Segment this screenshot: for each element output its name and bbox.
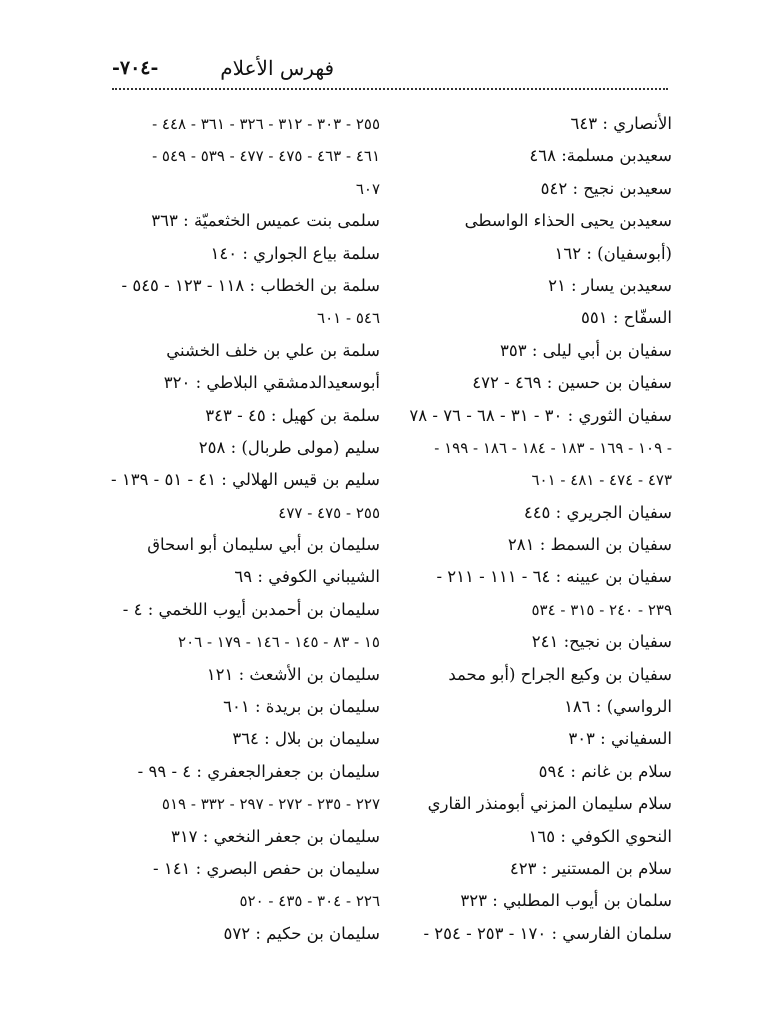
index-entry: سفيان بن نجيح: ٢٤١	[531, 632, 672, 652]
index-entry: سلمة بياع الجواري : ١٤٠	[210, 243, 380, 263]
index-continuation-line: ٢٣٩ - ٢٤٠ - ٣١٥ - ٥٣٤	[531, 600, 672, 619]
index-continuation-line: ١٥ - ٨٣ - ١٤٥ - ١٤٦ - ١٧٩ - ٢٠٦	[178, 633, 380, 652]
index-entry: سفيان بن حسين : ٤٦٩ - ٤٧٢	[472, 373, 672, 393]
index-entry: السفّاح : ٥٥١	[581, 308, 672, 328]
index-entry: سليمان بن بريدة : ٦٠١	[223, 697, 380, 717]
index-continuation-line: ٤٦١ - ٤٦٣ - ٤٧٥ - ٤٧٧ - ٥٣٩ - ٥٤٩ -	[152, 147, 380, 166]
index-entry: سليمان بن جعفر النخعي : ٣١٧	[170, 826, 380, 846]
index-entry: سفيان الجريري : ٤٤٥	[523, 502, 672, 522]
index-entry: سلمة بن الخطاب : ١١٨ - ١٢٣ - ٥٤٥ -	[121, 275, 380, 295]
index-continuation-line: - ١٠٩ - ١٦٩ - ١٨٣ - ١٨٤ - ١٨٦ - ١٩٩ -	[434, 438, 672, 457]
index-entry: الأنصاري : ٦٤٣	[570, 114, 672, 133]
index-entry: سفيان بن السمط : ٢٨١	[507, 535, 672, 555]
index-entry: سعيدبن مسلمة: ٤٦٨	[529, 146, 672, 166]
index-columns	[104, 108, 672, 950]
index-entry: أبوسعيدالدمشقي البلاطي : ٣٢٠	[163, 373, 380, 393]
left-column	[104, 108, 380, 950]
index-entry: سلمة بن علي بن خلف الخشني	[166, 340, 380, 360]
index-entry: سليم بن قيس الهلالي : ٤١ - ٥١ - ١٣٩ -	[111, 470, 380, 490]
header-divider	[112, 88, 668, 90]
index-entry: سعيدبن يحيى الحذاء الواسطى	[464, 211, 672, 231]
index-entry: (أبوسفيان) : ١٦٢	[554, 243, 672, 263]
index-entry: سليمان بن جعفرالجعفري : ٤ - ٩٩ -	[137, 761, 380, 781]
index-entry: سليمان بن الأشعث : ١٢١	[206, 664, 380, 684]
index-continuation-line: ٢٥٥ - ٣٠٣ - ٣١٢ - ٣٢٦ - ٣٦١ - ٤٤٨ -	[152, 115, 380, 133]
index-entry: الشيباني الكوفي : ٦٩	[234, 567, 380, 587]
index-entry: النحوي الكوفي : ١٦٥	[528, 826, 672, 846]
index-continuation-line: ٢٢٧ - ٢٣٥ - ٢٧٢ - ٢٩٧ - ٣٣٢ - ٥١٩	[161, 795, 380, 814]
page-header	[112, 52, 666, 84]
index-entry: سفيان بن أبي ليلى : ٣٥٣	[500, 340, 672, 360]
index-entry: سليم (مولى طربال) : ٢٥٨	[198, 437, 380, 457]
index-continuation-line: ٥٤٦ - ٦٠١	[317, 309, 380, 328]
index-entry: سلمى بنت عميس الخثعميّة : ٣٦٣	[151, 211, 380, 231]
right-column	[396, 108, 672, 950]
index-entry: السفياني : ٣٠٣	[568, 729, 672, 749]
page-number: -٧٠٤-	[112, 57, 159, 79]
index-entry: سفيان الثوري : ٣٠ - ٣١ - ٦٨ - ٧٦ - ٧٨	[409, 405, 672, 425]
index-entry: سلمان بن أيوب المطلبي : ٣٢٣	[460, 891, 672, 911]
index-entry: سليمان بن بلال : ٣٦٤	[232, 729, 380, 749]
index-entry: سلام بن غانم : ٥٩٤	[538, 761, 672, 781]
index-continuation-line: ٢٥٥ - ٤٧٥ - ٤٧٧	[278, 503, 380, 522]
index-entry: سليمان بن حكيم : ٥٧٢	[223, 923, 380, 943]
index-entry: سلام بن المستنير : ٤٢٣	[509, 858, 672, 878]
index-entry: سعيدبن نجيح : ٥٤٢	[540, 178, 672, 198]
index-entry: الرواسي) : ١٨٦	[564, 697, 672, 717]
index-continuation-line: ٢٢٦ - ٣٠٤ - ٤٣٥ - ٥٢٠	[239, 892, 380, 911]
index-entry: سلمة بن كهيل : ٤٥ - ٣٤٣	[205, 405, 380, 425]
index-entry: سفيان بن وكيع الجراح (أبو محمد	[448, 664, 672, 684]
index-entry: سلمان الفارسي : ١٧٠ - ٢٥٣ - ٢٥٤ -	[423, 923, 672, 943]
index-entry: سليمان بن أحمدبن أيوب اللخمي : ٤ -	[122, 599, 380, 619]
index-continuation-line: ٦٠٧	[355, 179, 380, 198]
index-continuation-line: ٤٧٣ - ٤٧٤ - ٤٨١ - ٦٠١	[531, 471, 672, 490]
page-title: فهرس الأعلام	[220, 56, 335, 80]
index-entry: سعيدبن يسار : ٢١	[548, 275, 672, 295]
index-entry: سلام سليمان المزني أبومنذر القاري	[427, 794, 672, 814]
index-entry: سليمان بن أبي سليمان أبو اسحاق	[147, 535, 380, 555]
index-entry: سليمان بن حفص البصري : ١٤١ -	[153, 858, 380, 878]
index-entry: سفيان بن عيينه : ٦٤ - ١١١ - ٢١١ -	[436, 567, 672, 587]
